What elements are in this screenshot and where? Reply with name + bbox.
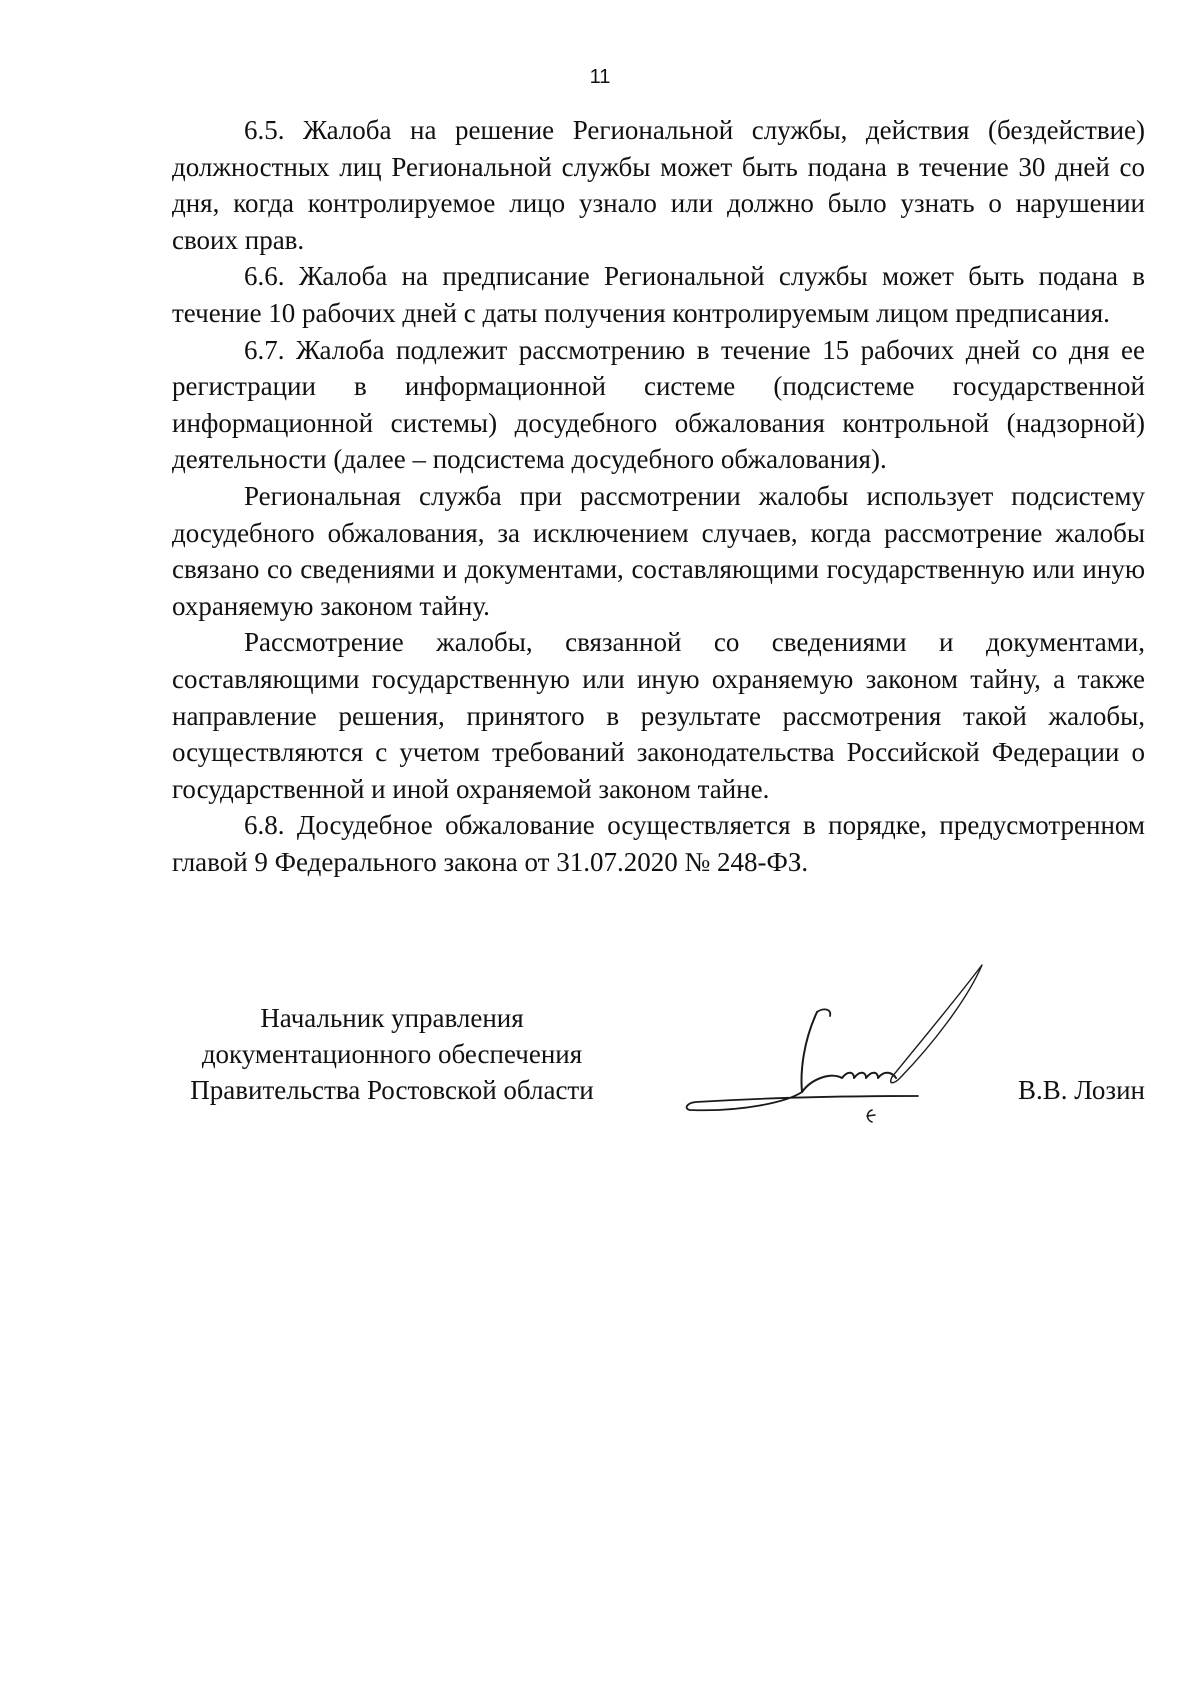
- paragraph-6-7-use-subsystem: Региональная служба при рассмотрении жалобы использует подсистему досудебного обжалования, за исключением случаев, когда рассмотрение жалобы связано со сведениями и документами, составляющими государственную или иную охраняемую законом тайну.: [172, 480, 1145, 621]
- signer-name: В.В. Лозин: [1018, 1075, 1145, 1105]
- page-number: 11: [589, 66, 611, 88]
- handwritten-signature: [682, 960, 1012, 1130]
- paragraph-6-7-secret-review: Рассмотрение жалобы, связанной со сведениями и документами, составляющими государственную или иную охраняемую законом тайну, а также направление решения, принятого в результате рассмотрения такой жалобы, осуществляются с учетом требований законодательства Российской Федерации о государственной и иной охраняемой законом тайне.: [172, 627, 1145, 804]
- signer-position: [172, 1000, 612, 1108]
- document-body: [172, 112, 1145, 880]
- signer-position-line: Начальник управления: [260, 1003, 524, 1033]
- paragraph-6-5: 6.5. Жалоба на решение Региональной службы, действия (бездействие) должностных лиц Региональной службы может быть подана в течение 30 дней со дня, когда контролируемое лицо узнало или должно было узнать о нарушении своих прав.: [172, 115, 1145, 255]
- signature-block: [172, 1000, 1145, 1140]
- signer-position-line: документационного обеспечения: [201, 1039, 583, 1069]
- paragraph-6-6: 6.6. Жалоба на предписание Региональной службы может быть подана в течение 10 рабочих дней с даты получения контролируемым лицом предписания.: [172, 261, 1145, 328]
- paragraph-6-7: 6.7. Жалоба подлежит рассмотрению в течение 15 рабочих дней со дня ее регистрации в информационной системе (подсистеме государственной информационной системы) досудебного обжалования контрольной (надзорной) деятельности (далее – подсистема досудебного обжалования).: [172, 334, 1145, 475]
- signer-position-line: Правительства Ростовской области: [190, 1075, 594, 1105]
- paragraph-6-8: 6.8. Досудебное обжалование осуществляется в порядке, предусмотренном главой 9 Федерального закона от 31.07.2020 № 248-ФЗ.: [172, 810, 1145, 877]
